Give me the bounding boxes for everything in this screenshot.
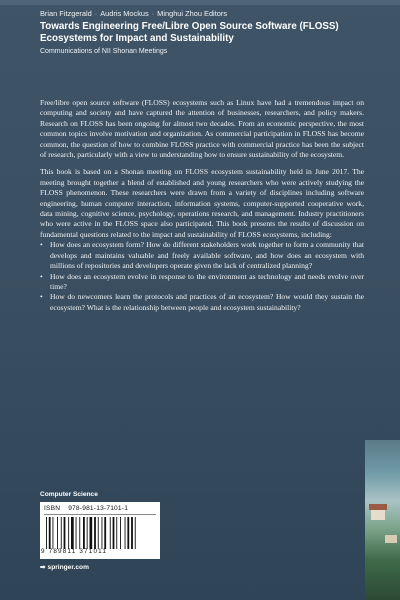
book-title-line-2: Ecosystems for Impact and Sustainability (40, 33, 234, 44)
barcode-bar (94, 517, 96, 549)
question-list (40, 240, 364, 313)
barcode-bar (135, 517, 136, 549)
barcode-bar (71, 517, 74, 549)
isbn-label: ISBN (44, 505, 61, 512)
separator-dot: · (94, 9, 98, 18)
barcode-bar (46, 517, 47, 549)
barcode-bar (64, 517, 66, 549)
book-title (40, 21, 380, 45)
barcode-number: 9 789811 371011 (41, 548, 108, 555)
barcode-bar (49, 517, 51, 549)
question-list-item: • How do newcomers learn the protocols and practices of an ecosystem? How would they sustain the ecosystem? What is the relationship between people and ecosystem sustainability? (40, 292, 364, 313)
barcode-bar (104, 517, 106, 549)
barcode-bar (120, 517, 121, 549)
book-title-line-1: Towards Engineering Free/Libre Open Source Software (FLOSS) (40, 21, 339, 32)
photo-building (385, 535, 397, 543)
subject-category: Computer Science (40, 491, 98, 498)
blurb-paragraph-2: This book is based on a Shonan meeting on FLOSS ecosystem sustainability held in June 2017. The meeting brought together a blend of established and young researchers who were actively studying the FLOSS phenomenon. These researchers were drawn from a variety of disciplines including software engineering, human computer interaction, information systems, computer-supported cooperative work, data mining, cognitive science, psychology, operations research, and management. Industry practitioners who were active in the FLOSS space also participated. This book presents the results of discussion on fundamental questions related to the impact and sustainability of FLOSS ecosystems, including: (40, 167, 364, 239)
question-list-item: • How does an ecosystem evolve in response to the environment as technology and needs evolve over time? (40, 272, 364, 293)
barcode-bar (116, 517, 117, 549)
barcode-bar (90, 517, 93, 549)
barcode-bar (98, 517, 99, 549)
cover-photo-edge (365, 440, 400, 600)
editors-line (40, 9, 380, 18)
barcode-bar (102, 517, 103, 549)
barcode-bar (76, 517, 77, 549)
publisher-url[interactable] (40, 563, 89, 571)
barcode-bar (57, 517, 58, 549)
barcode-bar (61, 517, 62, 549)
barcode-bar (125, 517, 126, 549)
isbn-number: 978-981-13-7101-1 (68, 505, 129, 512)
barcode-bar (87, 517, 88, 549)
editor-name: Brian Fitzgerald (40, 9, 92, 18)
question-list-item: • How does an ecosystem form? How do different stakeholders work together to form a community that develops and maintains valuable and freely available software, and how does an ecosystem with millions of repositories and developers operate given the lack of centralized planning? (40, 240, 364, 271)
blurb-paragraph-1: Free/libre open source software (FLOSS) ecosystems such as Linux have had a tremendous impact on computing and society and have captured the attention of businesses, researchers, and policy makers. Research on FLOSS has been ongoing for almost two decades. From an economic perspective, the most common topics involve motivation and organization. As commercial participation in FLOSS has become common, the question of how to combine FLOSS practice with commercial practice has been the subject of research, particularly with a view to understanding how to ensure sustainability of the ecosystem. (40, 98, 364, 160)
barcode-bar (113, 517, 115, 549)
barcode-bar (68, 517, 69, 549)
barcode-bar (79, 517, 80, 549)
top-edge-band (0, 0, 400, 5)
separator-dot: · (151, 9, 155, 18)
editors-label: Editors (204, 9, 228, 18)
arrow-icon: ➡ (40, 564, 46, 571)
series-title: Communications of NII Shonan Meetings (40, 48, 168, 55)
barcode-bar (127, 517, 129, 549)
blurb (40, 98, 364, 313)
editor-name: Minghui Zhou (157, 9, 202, 18)
barcode-image (46, 517, 154, 549)
barcode-bar (131, 517, 133, 549)
barcode-bar (83, 517, 85, 549)
isbn-barcode-panel (40, 502, 160, 559)
editor-name: Audris Mockus (100, 9, 149, 18)
barcode-bar (110, 517, 111, 549)
barcode-bar (53, 517, 54, 549)
publisher-url-text: springer.com (47, 564, 89, 571)
photo-building (371, 510, 385, 520)
isbn-line (44, 505, 156, 515)
